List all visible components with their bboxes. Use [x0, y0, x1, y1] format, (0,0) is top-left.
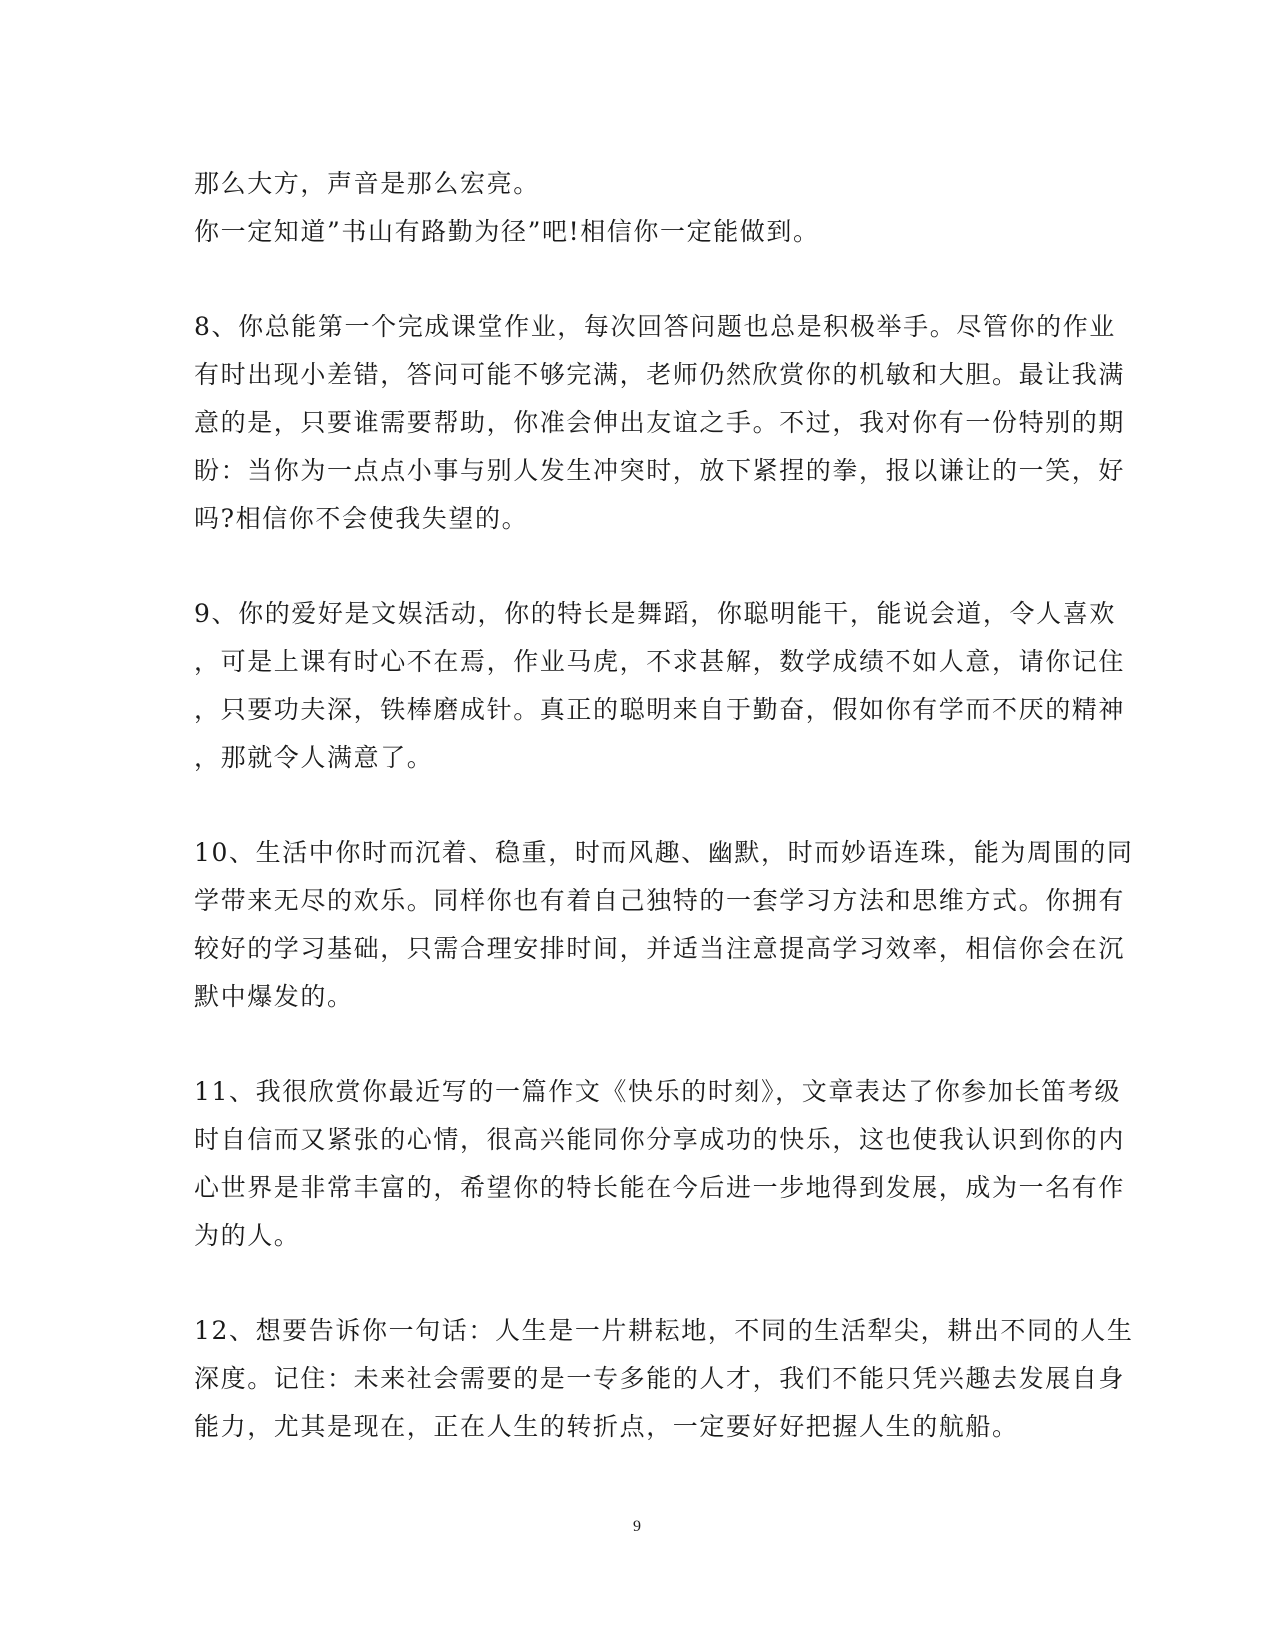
text-line: 深度。记住：未来社会需要的是一专多能的人才，我们不能只凭兴趣去发展自身 — [194, 1364, 1126, 1393]
text-line: 12、想要告诉你一句话：人生是一片耕耘地，不同的生活犁尖，耕出不同的人生 — [194, 1316, 1134, 1345]
text-line: 10、生活中你时而沉着、稳重，时而风趣、幽默，时而妙语连珠，能为周围的同 — [194, 838, 1134, 867]
paragraph-item-12 — [194, 1307, 1134, 1451]
text-line: 盼：当你为一点点小事与别人发生冲突时，放下紧捏的拳，报以谦让的一笑，好 — [194, 456, 1126, 485]
text-line: 9、你的爱好是文娱活动，你的特长是舞蹈，你聪明能干，能说会道，令人喜欢 — [194, 599, 1116, 628]
text-line: ，只要功夫深，铁棒磨成针。真正的聪明来自于勤奋，假如你有学而不厌的精神 — [194, 695, 1126, 724]
text-line: 时自信而又紧张的心情，很高兴能同你分享成功的快乐，这也使我认识到你的内 — [194, 1125, 1126, 1154]
paragraph-item-10 — [194, 829, 1134, 1021]
text-line: 默中爆发的。 — [194, 982, 354, 1011]
paragraph-continuation — [194, 160, 1074, 256]
text-line: 学带来无尽的欢乐。同样你也有着自己独特的一套学习方法和思维方式。你拥有 — [194, 886, 1126, 915]
text-line: 心世界是非常丰富的，希望你的特长能在今后进一步地得到发展，成为一名有作 — [194, 1173, 1126, 1202]
page-number: 9 — [633, 1518, 641, 1535]
text-line: ，那就令人满意了。 — [194, 743, 434, 772]
text-line: 较好的学习基础，只需合理安排时间，并适当注意提高学习效率，相信你会在沉 — [194, 934, 1126, 963]
text-line: 意的是，只要谁需要帮助，你准会伸出友谊之手。不过，我对你有一份特别的期 — [194, 408, 1126, 437]
document-body — [194, 160, 1134, 1451]
text-line: 能力，尤其是现在，正在人生的转折点，一定要好好把握人生的航船。 — [194, 1412, 1019, 1441]
text-line: 吗?相信你不会使我失望的。 — [194, 504, 529, 533]
text-line: 8、你总能第一个完成课堂作业，每次回答问题也总是积极举手。尽管你的作业 — [194, 312, 1116, 341]
text-line: 为的人。 — [194, 1221, 301, 1250]
text-line: 有时出现小差错，答问可能不够完满，老师仍然欣赏你的机敏和大胆。最让我满 — [194, 360, 1126, 389]
paragraph-item-8 — [194, 303, 1126, 543]
paragraph-item-9 — [194, 590, 1126, 782]
text-line: ，可是上课有时心不在焉，作业马虎，不求甚解，数学成绩不如人意，请你记住 — [194, 647, 1126, 676]
paragraph-item-11 — [194, 1068, 1126, 1260]
text-line: 你一定知道”书山有路勤为径”吧!相信你一定能做到。 — [194, 217, 820, 246]
text-line: 那么大方，声音是那么宏亮。 — [194, 169, 540, 198]
text-line: 11、我很欣赏你最近写的一篇作文《快乐的时刻》，文章表达了你参加长笛考级 — [194, 1077, 1121, 1106]
